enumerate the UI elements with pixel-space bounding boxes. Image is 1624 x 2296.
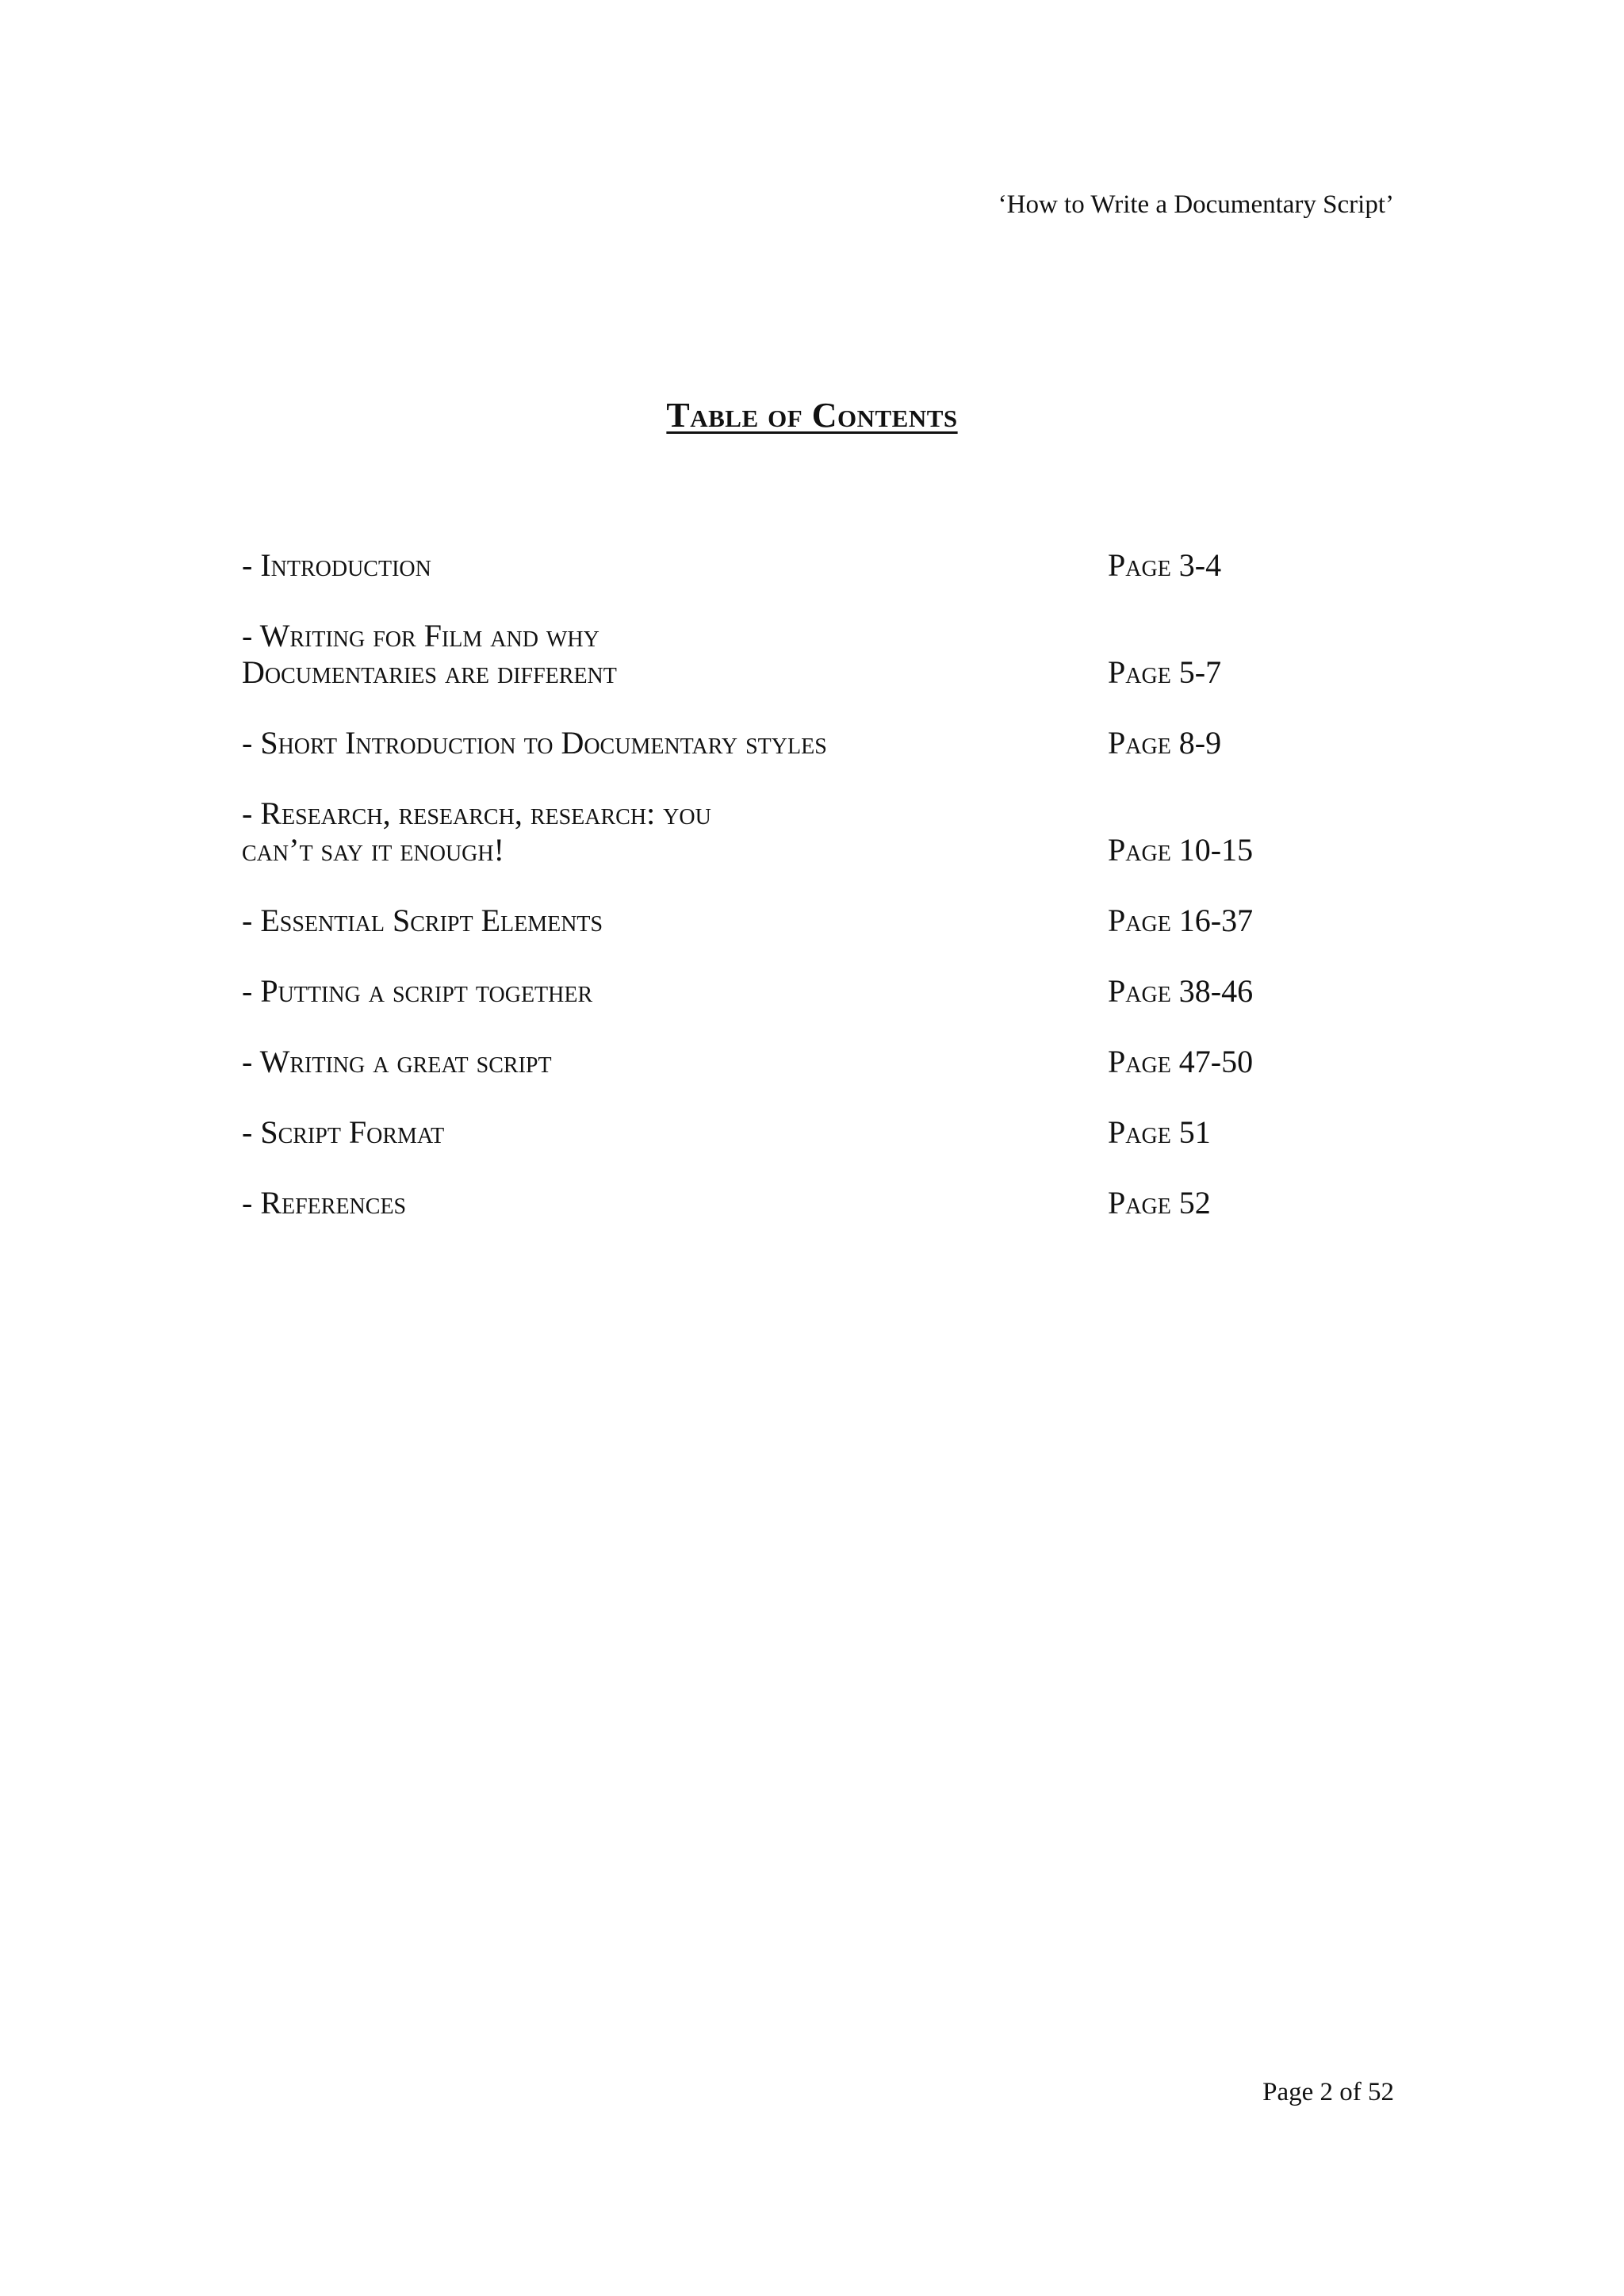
toc-entry-writing-great-script [242,1044,1352,1080]
toc-entry-script-format [242,1114,1352,1151]
toc-entry-page: Page 3-4 [1108,547,1222,583]
toc-entry-title: - Writing a great script [242,1044,552,1079]
toc-entry-page: Page 47-50 [1108,1044,1254,1079]
toc-entry-title: - Essential Script Elements [242,903,603,938]
toc-entry-page: Page 5-7 [1108,654,1222,690]
toc-entry-page: Page 16-37 [1108,903,1254,938]
toc-entry-title: - Writing for Film and why Documentaries are different [242,618,617,690]
toc-entry-page: Page 52 [1108,1185,1211,1221]
toc-entry-page: Page 10-15 [1108,832,1254,868]
toc-entry-page: Page 38-46 [1108,973,1254,1009]
page-title: Table of Contents [666,396,958,435]
toc-entry-essential-script-elements [242,903,1352,939]
page-number: Page 2 of 52 [1262,2078,1394,2106]
toc-entry-title: - Short Introduction to Documentary styles [242,725,827,761]
running-header: ‘How to Write a Documentary Script’ [998,190,1394,219]
toc-entry-title: - Introduction [242,547,431,583]
toc-entry-writing-for-film [242,618,1352,691]
toc-entry-introduction [242,547,1352,584]
toc-entry-title: - References [242,1185,407,1221]
toc-entry-page: Page 51 [1108,1114,1211,1150]
toc-entry-page: Page 8-9 [1108,725,1222,761]
toc-entry-putting-script-together [242,973,1352,1010]
toc-entry-title: - Script Format [242,1114,445,1150]
toc-entry-title: - Research, research, research: you can’t say it enough! [242,795,711,868]
toc-entry-research [242,795,1352,868]
toc-entry-title: - Putting a script together [242,973,593,1009]
table-of-contents [242,547,1352,1255]
toc-entry-references [242,1185,1352,1221]
toc-entry-documentary-styles [242,725,1352,761]
